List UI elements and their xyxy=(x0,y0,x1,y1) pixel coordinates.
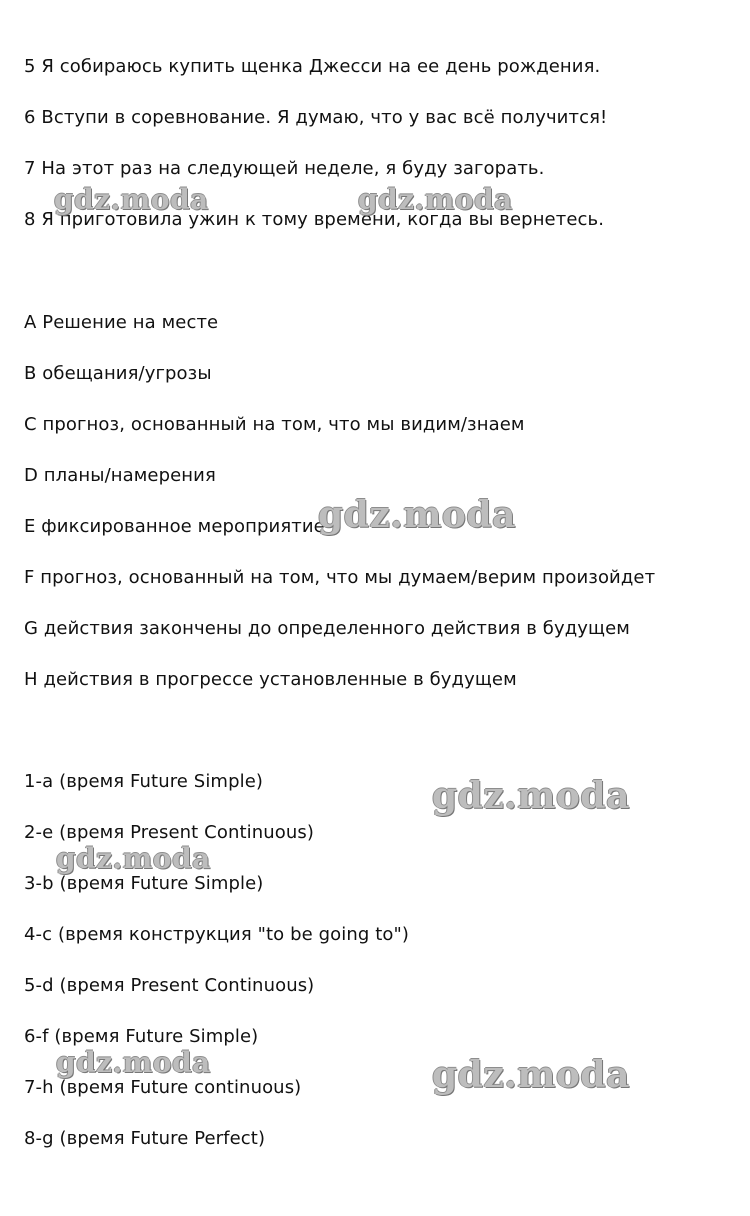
answer-7: 7-h (время Future continuous) xyxy=(24,1077,302,1098)
answer-1: 1-a (время Future Simple) xyxy=(24,771,263,792)
meaning-c: C прогноз, основанный на том, что мы видим/знаем xyxy=(24,414,525,435)
meaning-e: E фиксированное мероприятие xyxy=(24,516,325,537)
watermark: gdz.moda xyxy=(54,183,209,216)
watermark: gdz.moda xyxy=(56,1046,211,1079)
meaning-a: A Решение на месте xyxy=(24,312,219,333)
watermark: gdz.moda xyxy=(318,494,516,536)
meaning-h: H действия в прогрессе установленные в будущем xyxy=(24,669,517,690)
meaning-d: D планы/намерения xyxy=(24,465,216,486)
watermark: gdz.moda xyxy=(56,842,211,875)
answer-2: 2-e (время Present Continuous) xyxy=(24,822,314,843)
meaning-g: G действия закончены до определенного действия в будущем xyxy=(24,618,630,639)
watermark: gdz.moda xyxy=(432,775,630,817)
answer-8: 8-g (время Future Perfect) xyxy=(24,1128,266,1149)
meaning-b: B обещания/угрозы xyxy=(24,363,212,384)
sentence-5: 5 Я собираюсь купить щенка Джесси на ее день рождения. xyxy=(24,56,601,77)
answer-6: 6-f (время Future Simple) xyxy=(24,1026,259,1047)
answer-4: 4-c (время конструкция "to be going to") xyxy=(24,924,409,945)
watermark: gdz.moda xyxy=(358,183,513,216)
meaning-f: F прогноз, основанный на том, что мы думаем/верим произойдет xyxy=(24,567,656,588)
sentence-8: 8 Я приготовила ужин к тому времени, когда вы вернетесь. xyxy=(24,209,605,230)
answer-5: 5-d (время Present Continuous) xyxy=(24,975,315,996)
watermark: gdz.moda xyxy=(432,1054,630,1096)
sentence-7: 7 На этот раз на следующей неделе, я буду загорать. xyxy=(24,158,545,179)
answer-3: 3-b (время Future Simple) xyxy=(24,873,264,894)
sentence-6: 6 Вступи в соревнование. Я думаю, что у вас всё получится! xyxy=(24,107,608,128)
